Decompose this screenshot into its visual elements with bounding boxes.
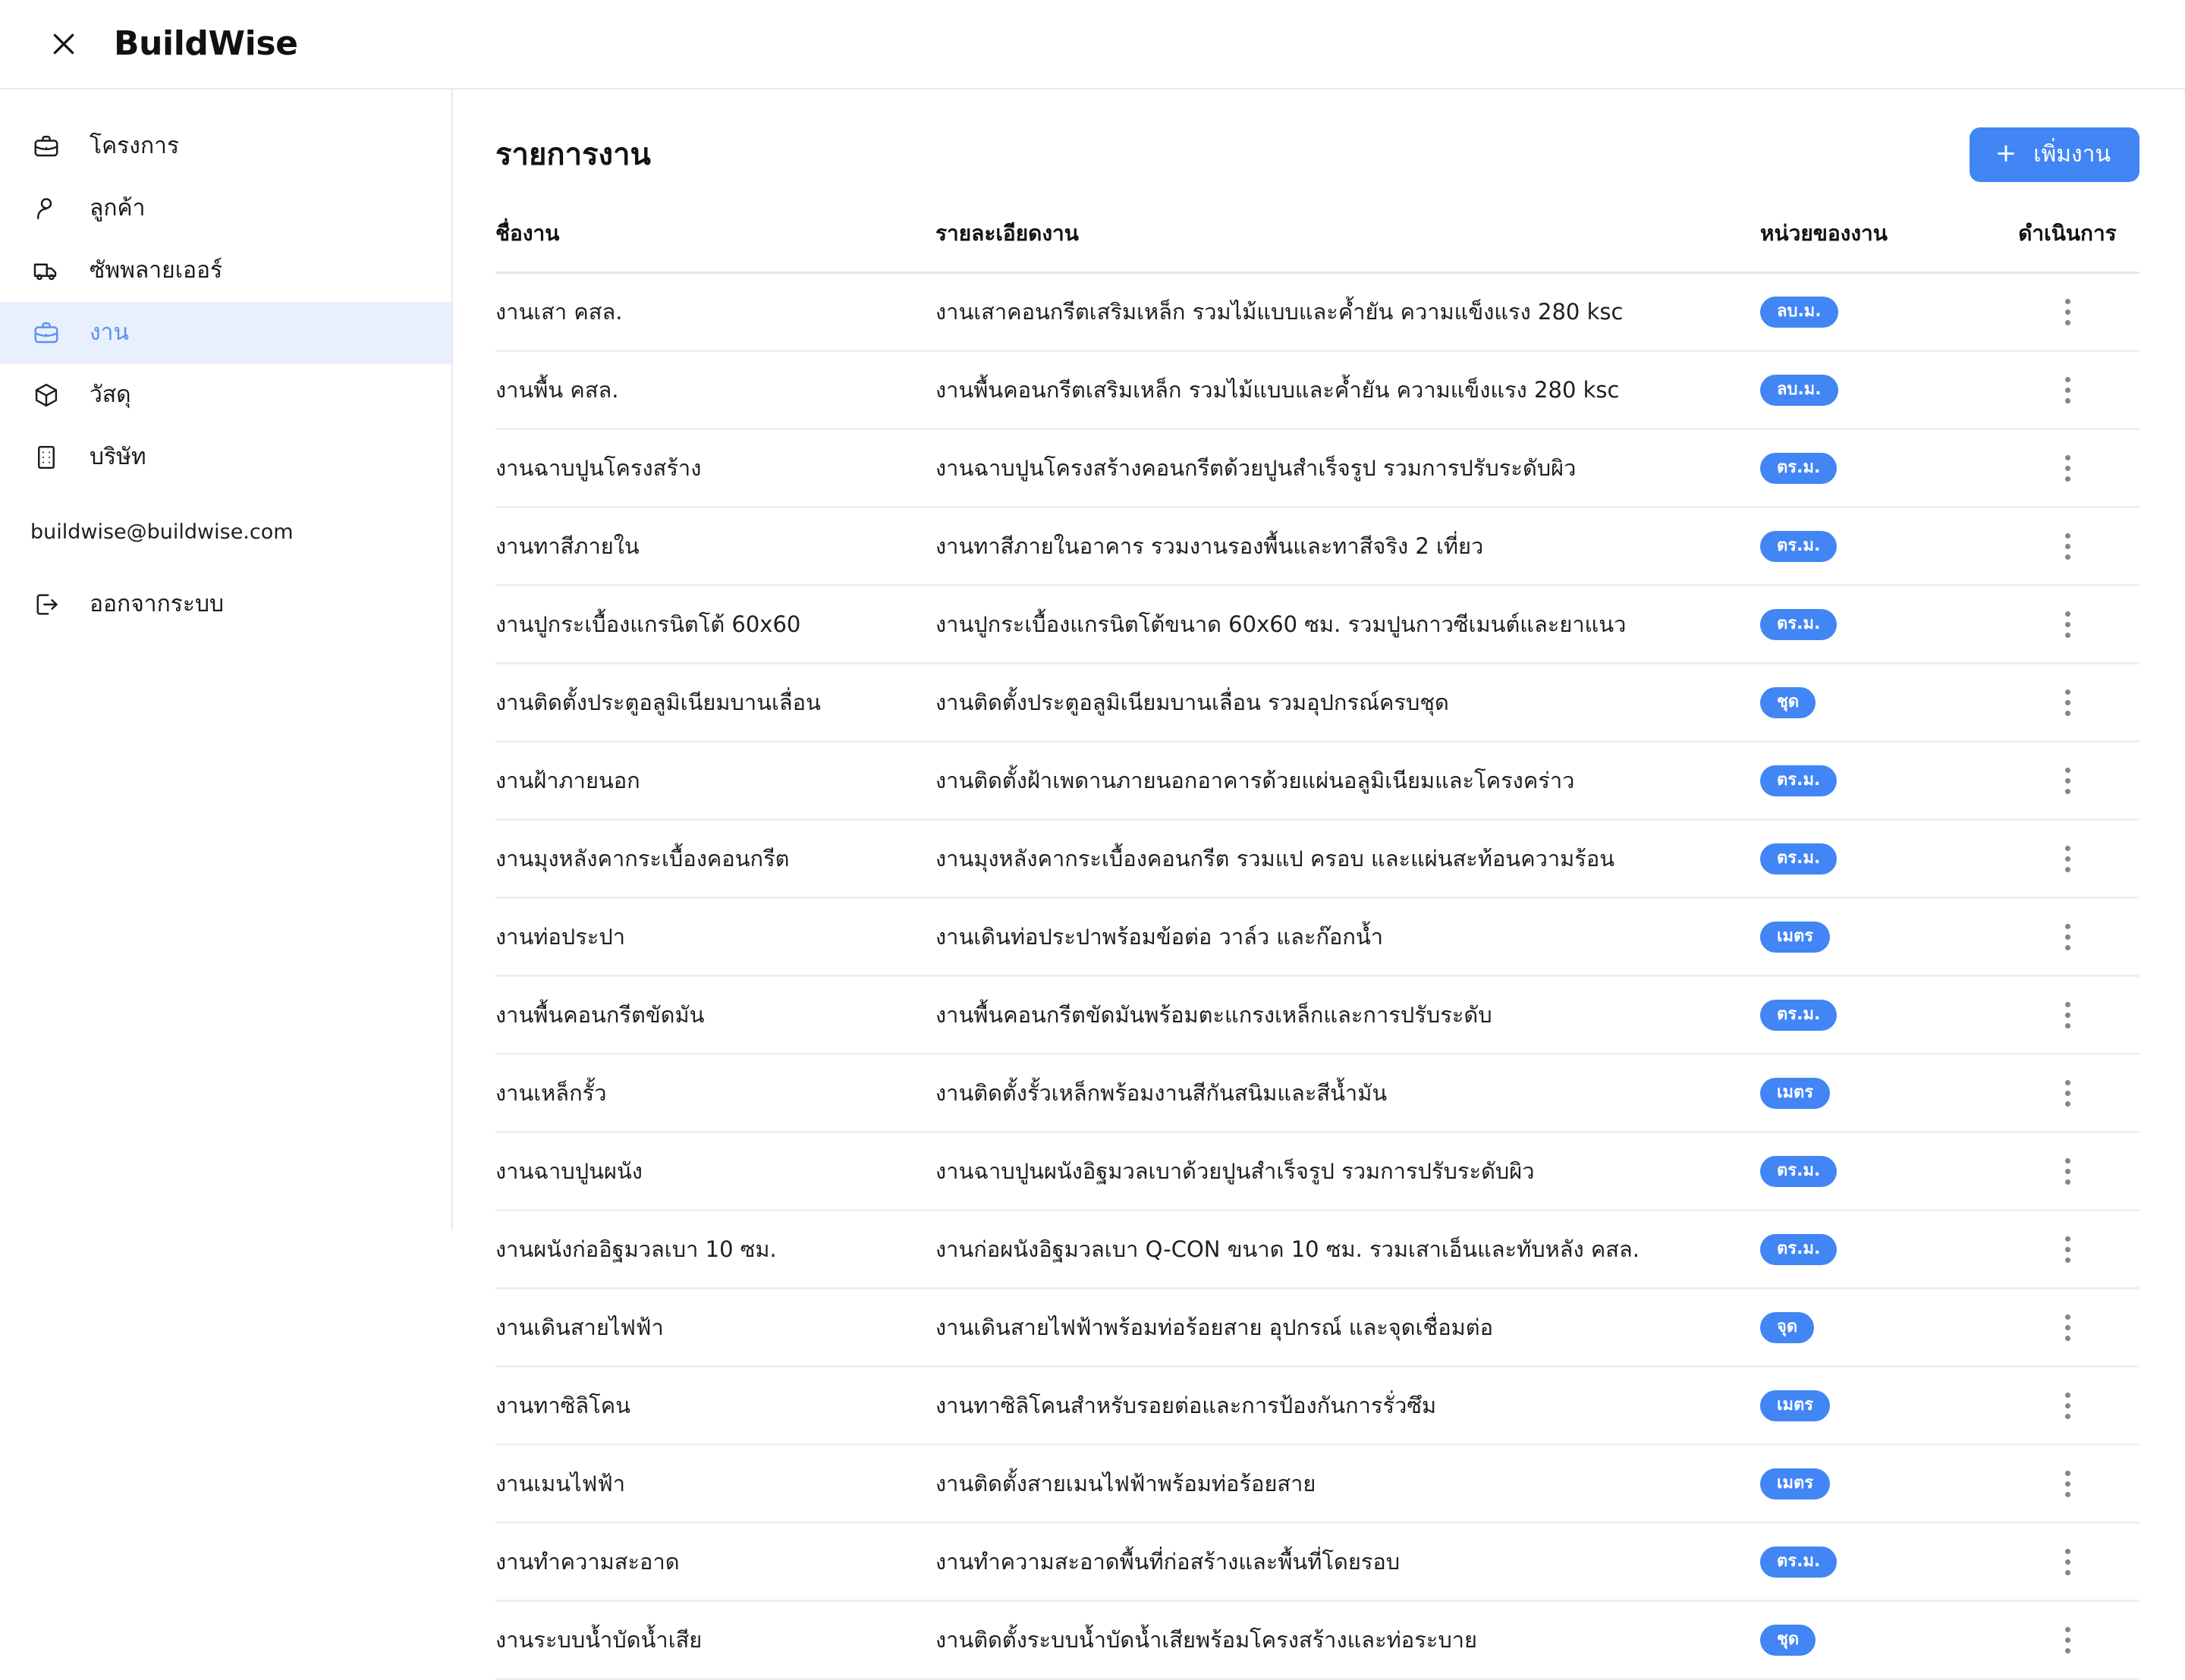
cell-job-name: งานทาซิลิโคน xyxy=(495,1367,935,1445)
cell-job-description: งานทาซิลิโคนสำหรับรอยต่อและการป้องกันการรั่วซึม xyxy=(935,1367,1760,1445)
cell-job-description: งานฉาบปูนโครงสร้างคอนกรีตด้วยปูนสำเร็จรูป รวมการปรับระดับผิว xyxy=(935,429,1760,507)
cell-job-name: งานพื้น คสล. xyxy=(495,351,935,429)
cell-job-description: งานพื้นคอนกรีตขัดมันพร้อมตะแกรงเหล็กและการปรับระดับ xyxy=(935,976,1760,1054)
cell-job-name: งานฉาบปูนโครงสร้าง xyxy=(495,429,935,507)
cell-job-unit xyxy=(1760,273,1995,351)
sidebar-item-materials[interactable] xyxy=(0,364,451,426)
page-title: รายการงาน xyxy=(495,137,651,172)
cell-job-description: งานติดตั้งระบบน้ำบัดน้ำเสียพร้อมโครงสร้างและท่อระบาย xyxy=(935,1601,1760,1679)
kebab-menu-icon[interactable] xyxy=(2046,915,2089,958)
table-body xyxy=(495,273,2139,1679)
cell-job-unit xyxy=(1760,586,1995,664)
cell-job-unit xyxy=(1760,429,1995,507)
briefcase-icon xyxy=(30,130,62,162)
table-row[interactable] xyxy=(495,976,2139,1054)
cell-job-description: งานติดตั้งฝ้าเพดานภายนอกอาคารด้วยแผ่นอลูมิเนียมและโครงคร่าว xyxy=(935,742,1760,820)
cube-icon xyxy=(30,379,62,411)
cell-job-unit xyxy=(1760,1367,1995,1445)
cell-job-unit xyxy=(1760,742,1995,820)
sidebar-item-jobs[interactable] xyxy=(0,302,451,364)
unit-badge: เมตร xyxy=(1760,922,1830,953)
unit-badge: จุด xyxy=(1760,1312,1814,1343)
unit-badge: ตร.ม. xyxy=(1760,609,1837,640)
cell-job-description: งานเสาคอนกรีตเสริมเหล็ก รวมไม้แบบและค้ำยัน ความแข็งแรง 280 ksc xyxy=(935,273,1760,351)
cell-row-actions xyxy=(1995,1367,2139,1445)
truck-icon xyxy=(30,255,62,287)
kebab-menu-icon[interactable] xyxy=(2046,1462,2089,1505)
cell-job-name: งานพื้นคอนกรีตขัดมัน xyxy=(495,976,935,1054)
cell-job-description: งานก่อผนังอิฐมวลเบา Q-CON ขนาด 10 ซม. รวมเสาเอ็นและทับหลัง คสล. xyxy=(935,1211,1760,1289)
cell-row-actions xyxy=(1995,429,2139,507)
cell-row-actions xyxy=(1995,742,2139,820)
cell-job-unit xyxy=(1760,1054,1995,1132)
kebab-menu-icon[interactable] xyxy=(2046,994,2089,1036)
cell-job-unit xyxy=(1760,1132,1995,1211)
table-row[interactable] xyxy=(495,1054,2139,1132)
jobs-table xyxy=(495,217,2139,1680)
cell-row-actions xyxy=(1995,976,2139,1054)
table-head xyxy=(495,217,2139,273)
main-content xyxy=(453,89,2185,1653)
jobs-table-wrapper xyxy=(495,217,2139,1653)
sidebar-item-company[interactable] xyxy=(0,426,451,488)
table-row[interactable] xyxy=(495,1367,2139,1445)
unit-badge: ลบ.ม. xyxy=(1760,297,1838,328)
sidebar-spacer xyxy=(0,488,451,520)
table-row[interactable] xyxy=(495,1601,2139,1679)
table-row[interactable] xyxy=(495,898,2139,976)
cell-job-name: งานฉาบปูนผนัง xyxy=(495,1132,935,1211)
column-header-description: รายละเอียดงาน xyxy=(935,217,1760,273)
cell-job-name: งานปูกระเบื้องแกรนิตโต้ 60x60 xyxy=(495,586,935,664)
unit-badge: ตร.ม. xyxy=(1760,1156,1837,1187)
cell-row-actions xyxy=(1995,1601,2139,1679)
unit-badge: ตร.ม. xyxy=(1760,843,1837,875)
table-row[interactable] xyxy=(495,273,2139,351)
add-job-button[interactable] xyxy=(1970,127,2139,182)
cell-job-unit xyxy=(1760,1289,1995,1367)
table-row[interactable] xyxy=(495,1445,2139,1523)
sidebar-item-label: วัสดุ xyxy=(90,381,131,408)
cell-job-name: งานทำความสะอาด xyxy=(495,1523,935,1601)
unit-badge: เมตร xyxy=(1760,1468,1830,1499)
sidebar-item-label: ออกจากระบบ xyxy=(90,591,225,618)
kebab-menu-icon[interactable] xyxy=(2046,759,2089,802)
unit-badge: เมตร xyxy=(1760,1390,1830,1421)
table-row[interactable] xyxy=(495,820,2139,898)
cell-job-name: งานทาสีภายใน xyxy=(495,507,935,586)
cell-job-description: งานทาสีภายในอาคาร รวมงานรองพื้นและทาสีจริง 2 เที่ยว xyxy=(935,507,1760,586)
kebab-menu-icon[interactable] xyxy=(2046,603,2089,645)
unit-badge: ชุด xyxy=(1760,687,1816,718)
table-row[interactable] xyxy=(495,586,2139,664)
cell-job-name: งานระบบน้ำบัดน้ำเสีย xyxy=(495,1601,935,1679)
cell-job-unit xyxy=(1760,664,1995,742)
cell-row-actions xyxy=(1995,586,2139,664)
table-row[interactable] xyxy=(495,1211,2139,1289)
cell-job-unit xyxy=(1760,898,1995,976)
kebab-menu-icon[interactable] xyxy=(2046,1072,2089,1114)
add-job-label: เพิ่มงาน xyxy=(2033,140,2111,168)
cell-job-unit xyxy=(1760,976,1995,1054)
cell-row-actions xyxy=(1995,351,2139,429)
kebab-menu-icon[interactable] xyxy=(2046,290,2089,333)
cell-row-actions xyxy=(1995,1132,2139,1211)
table-row[interactable] xyxy=(495,742,2139,820)
plus-icon: + xyxy=(1995,138,2017,168)
unit-badge: ตร.ม. xyxy=(1760,1547,1837,1578)
user-icon xyxy=(30,193,62,225)
kebab-menu-icon[interactable] xyxy=(2046,1306,2089,1349)
kebab-menu-icon[interactable] xyxy=(2046,1619,2089,1661)
unit-badge: ตร.ม. xyxy=(1760,531,1837,562)
kebab-menu-icon[interactable] xyxy=(2046,525,2089,567)
cell-job-description: งานปูกระเบื้องแกรนิตโต้ขนาด 60x60 ซม. รวมปูนกาวซีเมนต์และยาแนว xyxy=(935,586,1760,664)
sidebar-item-label: โครงการ xyxy=(90,132,180,159)
cell-row-actions xyxy=(1995,507,2139,586)
cell-job-unit xyxy=(1760,507,1995,586)
column-header-name: ชื่องาน xyxy=(495,217,935,273)
sidebar-item-label: งาน xyxy=(90,319,130,346)
sidebar xyxy=(0,89,453,1230)
logout-icon xyxy=(30,589,62,620)
cell-row-actions xyxy=(1995,1054,2139,1132)
brand-title: BuildWise xyxy=(114,24,298,63)
cell-job-unit xyxy=(1760,351,1995,429)
cell-row-actions xyxy=(1995,1523,2139,1601)
sidebar-item-logout[interactable] xyxy=(0,573,451,636)
cell-job-description: งานเดินสายไฟฟ้าพร้อมท่อร้อยสาย อุปกรณ์ และจุดเชื่อมต่อ xyxy=(935,1289,1760,1367)
table-row[interactable] xyxy=(495,1132,2139,1211)
cell-job-name: งานผนังก่ออิฐมวลเบา 10 ซม. xyxy=(495,1211,935,1289)
cell-job-name: งานเหล็กรั้ว xyxy=(495,1054,935,1132)
cell-job-name: งานเดินสายไฟฟ้า xyxy=(495,1289,935,1367)
table-row[interactable] xyxy=(495,1289,2139,1367)
kebab-menu-icon[interactable] xyxy=(2046,447,2089,489)
top-bar xyxy=(0,0,2185,89)
cell-row-actions xyxy=(1995,1445,2139,1523)
cell-job-name: งานท่อประปา xyxy=(495,898,935,976)
cell-job-description: งานทำความสะอาดพื้นที่ก่อสร้างและพื้นที่โดยรอบ xyxy=(935,1523,1760,1601)
kebab-menu-icon[interactable] xyxy=(2046,369,2089,411)
unit-badge: เมตร xyxy=(1760,1078,1830,1109)
building-icon xyxy=(30,441,62,473)
body-split xyxy=(0,89,2185,1653)
briefcase-icon xyxy=(30,317,62,349)
cell-job-name: งานมุงหลังคากระเบื้องคอนกรีต xyxy=(495,820,935,898)
cell-row-actions xyxy=(1995,820,2139,898)
unit-badge: ตร.ม. xyxy=(1760,453,1837,484)
column-header-unit: หน่วยของงาน xyxy=(1760,217,1995,273)
cell-job-description: งานฉาบปูนผนังอิฐมวลเบาด้วยปูนสำเร็จรูป รวมการปรับระดับผิว xyxy=(935,1132,1760,1211)
unit-badge: ชุด xyxy=(1760,1625,1816,1656)
sidebar-item-projects[interactable] xyxy=(0,115,451,177)
sidebar-item-suppliers[interactable] xyxy=(0,240,451,302)
table-row[interactable] xyxy=(495,1523,2139,1601)
cell-job-name: งานเสา คสล. xyxy=(495,273,935,351)
sidebar-footer xyxy=(0,573,451,636)
cell-job-description: งานมุงหลังคากระเบื้องคอนกรีต รวมแป ครอบ และแผ่นสะท้อนความร้อน xyxy=(935,820,1760,898)
cell-job-name: งานติดตั้งประตูอลูมิเนียมบานเลื่อน xyxy=(495,664,935,742)
unit-badge: ตร.ม. xyxy=(1760,1000,1837,1031)
unit-badge: ตร.ม. xyxy=(1760,765,1837,796)
cell-job-unit xyxy=(1760,1523,1995,1601)
cell-job-name: งานฝ้าภายนอก xyxy=(495,742,935,820)
kebab-menu-icon[interactable] xyxy=(2046,1228,2089,1270)
table-header-row xyxy=(495,217,2139,273)
sidebar-item-label: ลูกค้า xyxy=(90,194,146,221)
cell-job-unit xyxy=(1760,1211,1995,1289)
user-email: buildwise@buildwise.com xyxy=(30,520,294,544)
cell-job-description: งานเดินท่อประปาพร้อมข้อต่อ วาล์ว และก๊อกน้ำ xyxy=(935,898,1760,976)
cell-job-description: งานติดตั้งรั้วเหล็กพร้อมงานสีกันสนิมและสีน้ำมัน xyxy=(935,1054,1760,1132)
cell-job-unit xyxy=(1760,820,1995,898)
column-header-actions: ดำเนินการ xyxy=(1995,217,2139,273)
kebab-menu-icon[interactable] xyxy=(2046,1384,2089,1427)
kebab-menu-icon[interactable] xyxy=(2046,1150,2089,1192)
cell-row-actions xyxy=(1995,273,2139,351)
unit-badge: ตร.ม. xyxy=(1760,1234,1837,1265)
kebab-menu-icon[interactable] xyxy=(2046,681,2089,724)
main-header xyxy=(495,127,2139,182)
sidebar-item-label: ซัพพลายเออร์ xyxy=(90,256,223,284)
cell-job-description: งานติดตั้งประตูอลูมิเนียมบานเลื่อน รวมอุปกรณ์ครบชุด xyxy=(935,664,1760,742)
close-icon[interactable] xyxy=(42,23,85,65)
kebab-menu-icon[interactable] xyxy=(2046,1540,2089,1583)
cell-row-actions xyxy=(1995,898,2139,976)
cell-job-unit xyxy=(1760,1601,1995,1679)
table-row[interactable] xyxy=(495,507,2139,586)
kebab-menu-icon[interactable] xyxy=(2046,837,2089,880)
cell-row-actions xyxy=(1995,1211,2139,1289)
cell-row-actions xyxy=(1995,1289,2139,1367)
table-row[interactable] xyxy=(495,351,2139,429)
cell-job-description: งานพื้นคอนกรีตเสริมเหล็ก รวมไม้แบบและค้ำยัน ความแข็งแรง 280 ksc xyxy=(935,351,1760,429)
cell-job-unit xyxy=(1760,1445,1995,1523)
table-row[interactable] xyxy=(495,429,2139,507)
table-row[interactable] xyxy=(495,664,2139,742)
cell-job-name: งานเมนไฟฟ้า xyxy=(495,1445,935,1523)
sidebar-item-customers[interactable] xyxy=(0,177,451,240)
sidebar-item-label: บริษัท xyxy=(90,443,146,470)
cell-job-description: งานติดตั้งสายเมนไฟฟ้าพร้อมท่อร้อยสาย xyxy=(935,1445,1760,1523)
cell-row-actions xyxy=(1995,664,2139,742)
unit-badge: ลบ.ม. xyxy=(1760,375,1838,406)
